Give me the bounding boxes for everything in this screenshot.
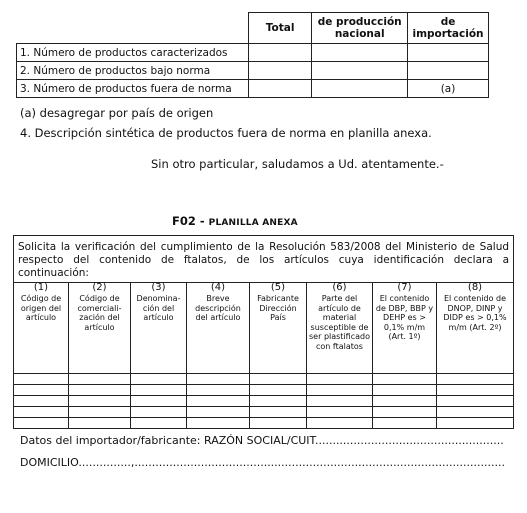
summary-corner-cell bbox=[17, 13, 249, 44]
annex-entry-cell[interactable] bbox=[187, 385, 250, 396]
cell-total bbox=[248, 80, 312, 98]
annex-entry-cell[interactable] bbox=[14, 385, 69, 396]
annex-entry-cell[interactable] bbox=[437, 374, 514, 385]
annex-entry-cell[interactable] bbox=[373, 418, 437, 429]
importer-line: Datos del importador/fabricante: RAZÓN SOCIAL/CUIT...................................................... bbox=[20, 434, 504, 447]
row-label: 3. Número de productos fuera de norma bbox=[17, 80, 249, 98]
annex-table bbox=[13, 235, 514, 429]
annex-entry-cell[interactable] bbox=[69, 385, 131, 396]
column-description: Código de origen del artículo bbox=[14, 293, 69, 374]
annex-entry-row bbox=[14, 374, 514, 385]
column-number: (8) bbox=[437, 283, 514, 294]
annex-entry-cell[interactable] bbox=[373, 407, 437, 418]
cell-produccion bbox=[312, 44, 408, 62]
column-description: El contenido de DNOP, DINP y DIDP es > 0,1% m/m (Art. 2º) bbox=[437, 293, 514, 374]
annex-entry-cell[interactable] bbox=[250, 396, 307, 407]
annex-entry-cell[interactable] bbox=[69, 396, 131, 407]
annex-entry-row bbox=[14, 385, 514, 396]
annex-entry-cell[interactable] bbox=[131, 374, 187, 385]
annex-entry-cell[interactable] bbox=[14, 396, 69, 407]
annex-entry-cell[interactable] bbox=[187, 418, 250, 429]
column-number: (1) bbox=[14, 283, 69, 294]
annex-entry-cell[interactable] bbox=[131, 407, 187, 418]
cell-importacion bbox=[408, 44, 489, 62]
annex-title: PLANILLA ANEXA bbox=[208, 218, 298, 228]
annex-entry-cell[interactable] bbox=[69, 418, 131, 429]
header-importacion: de importación bbox=[408, 13, 489, 44]
annex-entry-cell[interactable] bbox=[373, 385, 437, 396]
annex-entry-cell[interactable] bbox=[131, 396, 187, 407]
annex-heading bbox=[172, 214, 298, 228]
annex-entry-cell[interactable] bbox=[437, 418, 514, 429]
request-line-1: Solicita la verificación del cumplimiento de la Resolución 583/2008 del Ministerio de Salud bbox=[18, 241, 510, 253]
header-produccion: de producción nacional bbox=[312, 13, 408, 44]
table-row bbox=[17, 62, 489, 80]
annex-code: F02 - bbox=[172, 214, 205, 228]
column-description: Breve descripción del artículo bbox=[187, 293, 250, 374]
annex-entry-cell[interactable] bbox=[187, 407, 250, 418]
table-row bbox=[17, 80, 489, 98]
annex-entry-cell[interactable] bbox=[69, 407, 131, 418]
annex-entry-cell[interactable] bbox=[307, 385, 373, 396]
column-number: (7) bbox=[373, 283, 437, 294]
column-description: Parte del artículo de material susceptible de ser plastificado con ftalatos bbox=[307, 293, 373, 374]
row-label: 2. Número de productos bajo norma bbox=[17, 62, 249, 80]
table-row bbox=[17, 44, 489, 62]
annex-entry-cell[interactable] bbox=[250, 418, 307, 429]
annex-entry-cell[interactable] bbox=[307, 418, 373, 429]
annex-entry-cell[interactable] bbox=[187, 396, 250, 407]
annex-request bbox=[14, 236, 514, 283]
summary-table bbox=[16, 12, 489, 98]
row-label: 1. Número de productos caracterizados bbox=[17, 44, 249, 62]
annex-entry-cell[interactable] bbox=[14, 374, 69, 385]
closing-text: Sin otro particular, saludamos a Ud. atentamente.- bbox=[151, 157, 444, 171]
column-number: (4) bbox=[187, 283, 250, 294]
column-number: (5) bbox=[250, 283, 307, 294]
column-number: (2) bbox=[69, 283, 131, 294]
column-description: Denomina-ción del artículo bbox=[131, 293, 187, 374]
column-number: (6) bbox=[307, 283, 373, 294]
request-line-2: respecto del contenido de ftalatos, de los artículos cuya identificación declara a continuación: bbox=[18, 254, 510, 279]
header-total: Total bbox=[248, 13, 312, 44]
annex-entry-cell[interactable] bbox=[307, 374, 373, 385]
cell-produccion bbox=[312, 62, 408, 80]
annex-entry-cell[interactable] bbox=[69, 374, 131, 385]
annex-entry-cell[interactable] bbox=[307, 396, 373, 407]
domicilio-line: DOMICILIO...............,.......................................................................................................... bbox=[20, 456, 505, 469]
annex-entry-cell[interactable] bbox=[250, 407, 307, 418]
annex-entry-cell[interactable] bbox=[14, 418, 69, 429]
column-description: Fabricante Dirección País bbox=[250, 293, 307, 374]
column-description: Código de comerciali-zación del artículo bbox=[69, 293, 131, 374]
annex-entry-cell[interactable] bbox=[373, 374, 437, 385]
cell-produccion bbox=[312, 80, 408, 98]
cell-total bbox=[248, 44, 312, 62]
column-description: El contenido de DBP, BBP y DEHP es > 0,1% m/m (Art. 1º) bbox=[373, 293, 437, 374]
note-item4: 4. Descripción sintética de productos fuera de norma en planilla anexa. bbox=[20, 126, 432, 140]
annex-entry-cell[interactable] bbox=[250, 374, 307, 385]
annex-entry-cell[interactable] bbox=[437, 385, 514, 396]
annex-entry-cell[interactable] bbox=[437, 407, 514, 418]
annex-entry-row bbox=[14, 407, 514, 418]
annex-entry-cell[interactable] bbox=[250, 385, 307, 396]
annex-entry-row bbox=[14, 396, 514, 407]
cell-total bbox=[248, 62, 312, 80]
cell-importacion: (a) bbox=[408, 80, 489, 98]
note-a: (a) desagregar por país de origen bbox=[20, 106, 214, 120]
annex-entry-cell[interactable] bbox=[307, 407, 373, 418]
annex-entry-cell[interactable] bbox=[14, 407, 69, 418]
annex-entry-cell[interactable] bbox=[131, 385, 187, 396]
annex-entry-cell[interactable] bbox=[373, 396, 437, 407]
annex-entry-cell[interactable] bbox=[437, 396, 514, 407]
column-number: (3) bbox=[131, 283, 187, 294]
cell-importacion bbox=[408, 62, 489, 80]
annex-entry-cell[interactable] bbox=[187, 374, 250, 385]
annex-entry-cell[interactable] bbox=[131, 418, 187, 429]
annex-entry-row bbox=[14, 418, 514, 429]
